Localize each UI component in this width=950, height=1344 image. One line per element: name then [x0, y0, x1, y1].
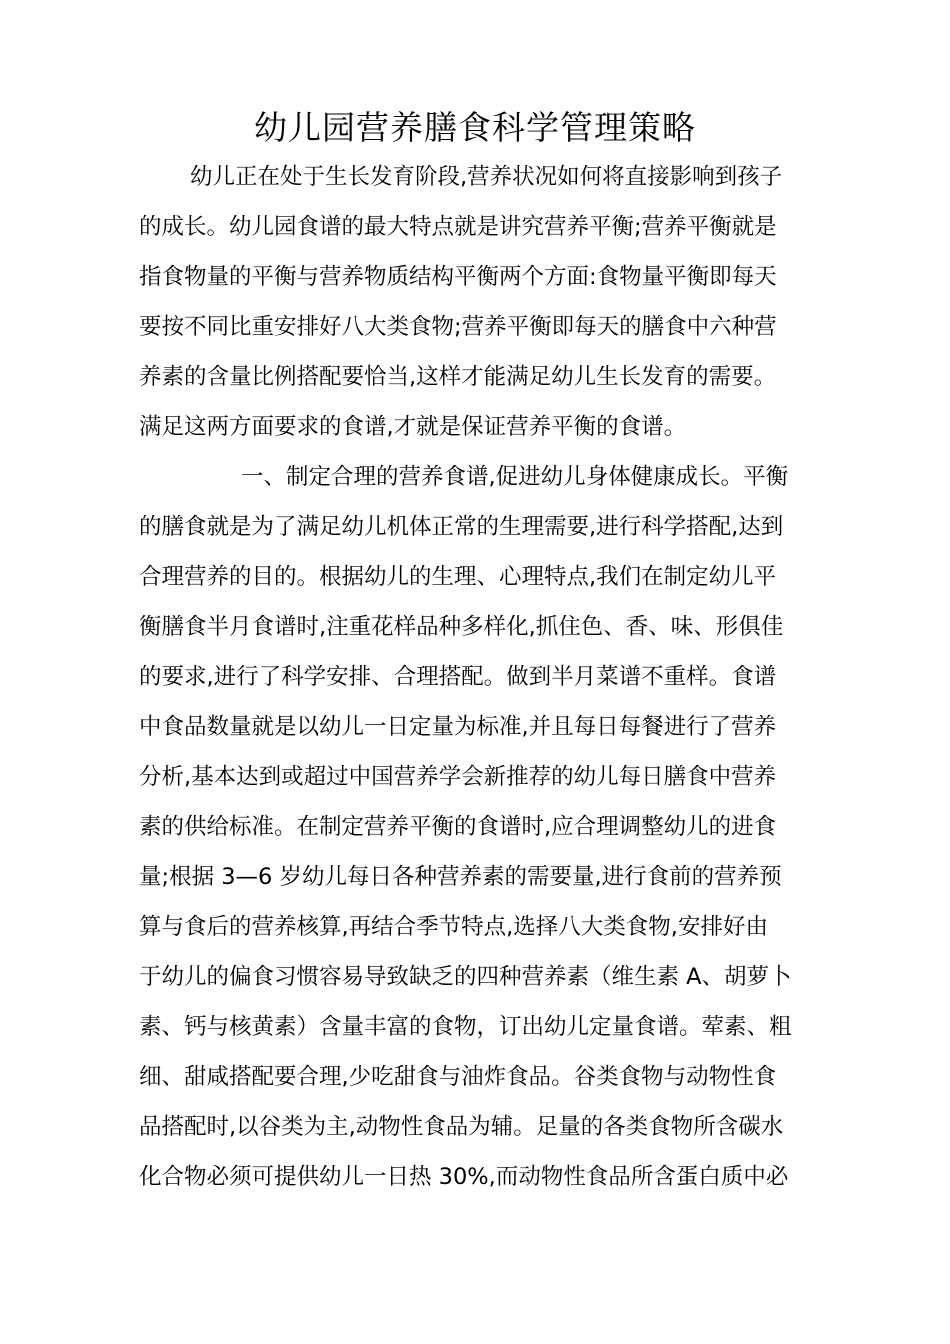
text-line: 衡膳食半月食谱时,注重花样品种多样化,抓住色、香、味、形俱佳 — [139, 614, 784, 640]
text-line: 合理营养的目的。根据幼儿的生理、心理特点,我们在制定幼儿平 — [139, 564, 777, 590]
text-line: 满足这两方面要求的食谱,才就是保证营养平衡的食谱。 — [139, 414, 687, 440]
text-line: 的膳食就是为了满足幼儿机体正常的生理需要,进行科学搭配,达到 — [139, 514, 784, 540]
text-line: 的要求,进行了科学安排、合理搭配。做到半月菜谱不重样。食谱 — [139, 664, 777, 690]
text-line: 于幼儿的偏食习惯容易导致缺乏的四种营养素（维生素 A、胡萝卜 — [139, 964, 792, 990]
text-line: 素的供给标准。在制定营养平衡的食谱时,应合理调整幼儿的进食 — [139, 814, 777, 840]
text-line: 素、钙与核黄素）含量丰富的食物，订出幼儿定量食谱。荤素、粗 — [139, 1014, 792, 1040]
document-title: 幼儿园营养膳食科学管理策略 — [254, 108, 696, 147]
text-line: 化合物必须可提供幼儿一日热 30%,而动物性食品所含蛋白质中必 — [139, 1164, 789, 1190]
text-line: 算与食后的营养核算,再结合季节特点,选择八大类食物,安排好由 — [139, 914, 768, 940]
text-line: 养素的含量比例搭配要恰当,这样才能满足幼儿生长发育的需要。 — [139, 364, 777, 390]
text-line: 要按不同比重安排好八大类食物;营养平衡即每天的膳食中六种营 — [139, 314, 777, 340]
text-line: 指食物量的平衡与营养物质结构平衡两个方面:食物量平衡即每天 — [139, 264, 777, 290]
text-line: 分析,基本达到或超过中国营养学会新推荐的幼儿每日膳食中营养 — [139, 764, 777, 790]
section-heading-line: 一、制定合理的营养食谱,促进幼儿身体健康成长。平衡 — [241, 464, 789, 490]
text-line: 细、甜咸搭配要合理,少吃甜食与油炸食品。谷类食物与动物性食 — [139, 1064, 777, 1090]
text-line: 幼儿正在处于生长发育阶段,营养状况如何将直接影响到孩子 — [190, 164, 783, 190]
text-line: 的成长。幼儿园食谱的最大特点就是讲究营养平衡;营养平衡就是 — [139, 214, 777, 240]
text-line: 品搭配时,以谷类为主,动物性食品为辅。足量的各类食物所含碳水 — [139, 1114, 784, 1140]
text-line: 量;根据 3—6 岁幼儿每日各种营养素的需要量,进行食前的营养预 — [139, 864, 782, 890]
text-line: 中食品数量就是以幼儿一日定量为标准,并且每日每餐进行了营养 — [139, 714, 777, 740]
